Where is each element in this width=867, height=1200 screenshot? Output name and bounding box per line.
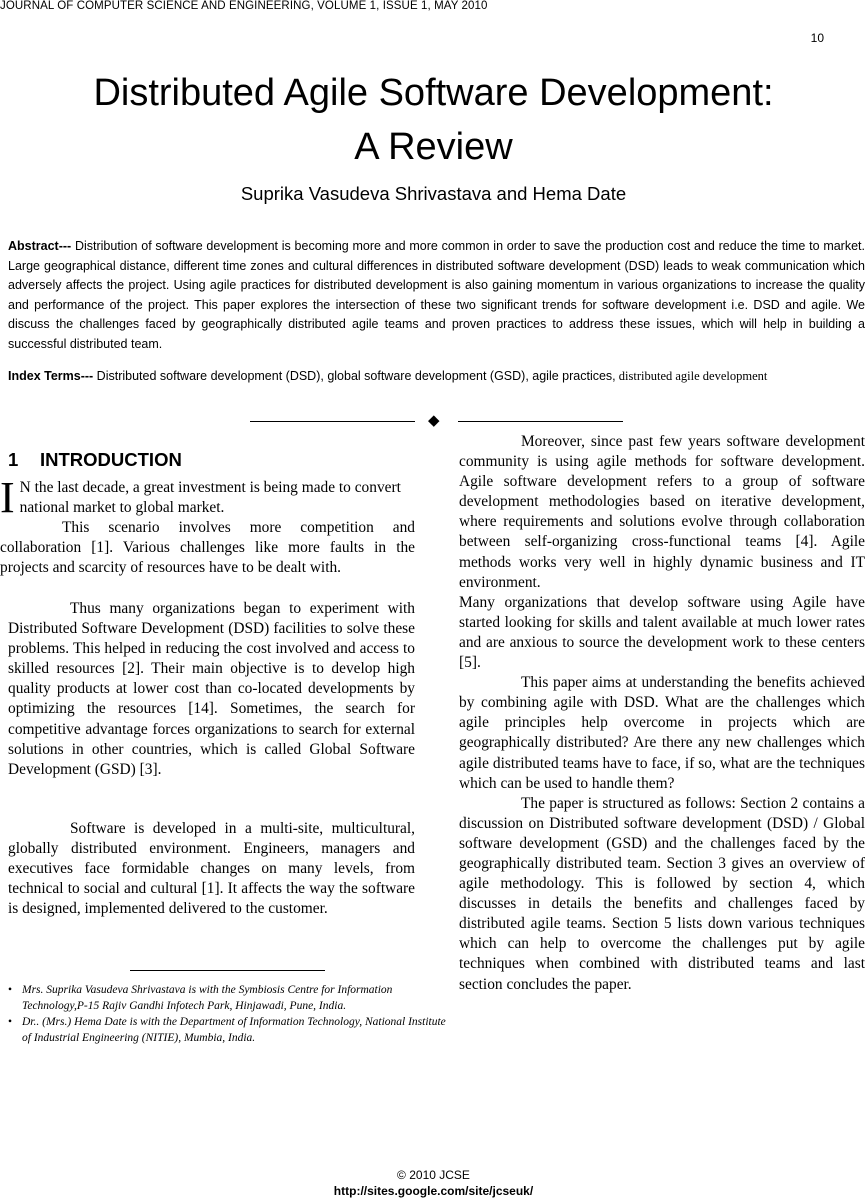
right-paragraph-1: Moreover, since past few years software development community is using agile methods for software development. Agile software development refers to a group of software development methodologies based on iterative development, where requirements and solutions evolve through collaboration between self-organizing cross-functional teams [4]. Agile methods works very well in highly dynamic business and IT environment.	[459, 433, 865, 591]
intro-paragraph-1	[0, 518, 415, 578]
separator-rule-left	[250, 421, 415, 422]
paper-title-line-1: Distributed Agile Software Development:	[93, 72, 774, 114]
intro-paragraph-2-text: Thus many organizations began to experiment with Distributed Software Development (DSD) facilities to solve these problems. This helped in reducing the cost involved and access to skilled resources [2]. Their main objective is to develop high quality products at lower cost than co-located developments by optimizing the resources [14]. Sometimes, the search for competitive advantage forces organizations to search for external solutions in other countries, which is called Global Software Development (GSD) [3].	[8, 600, 415, 778]
abstract-label: Abstract---	[8, 239, 72, 253]
footer-copyright: © 2010 JCSE	[397, 1168, 470, 1182]
intro-paragraph-2	[8, 599, 415, 780]
intro-lead-text: N the last decade, a great investment is being made to convert national market to global market.	[19, 479, 401, 517]
right-paragraph-2: Many organizations that develop software using Agile have started looking for skills and talent available at much lower rates and are anxious to source the development work to these centers [5].	[459, 593, 865, 672]
abstract-text: Distribution of software development is becoming more and more common in order to save the production cost and reduce the time to market. Large geographical distance, different time zones and cultural differences in distributed software development (DSD) leads to weak communication which adversely affects the project. Using agile practices for distributed development is also gaining momentum in various organizations to increase the quality and performance of the project. This paper explores the intersection of these two significant trends for software development i.e. DSD and agile. We discuss the challenges faced by geographically distributed agile teams and proven practices to address these issues, which will help in building a successful distributed team.	[8, 239, 865, 351]
index-terms-label: Index Terms---	[8, 369, 94, 383]
right-paragraph-4: The paper is structured as follows: Section 2 contains a discussion on Distributed software development (DSD) / Global software development (GSD) and the challenges faced by the geographically distributed team. Section 3 gives an overview of agile methodology. This is followed by section 4, which discusses in details the benefits and challenges faced by distributed agile teams. Section 5 lists down various techniques which can help to overcome the challenges put by agile techniques when combined with distributed teams and last section concludes the paper.	[459, 794, 865, 993]
separator-rule-right	[458, 421, 623, 422]
index-terms-tail: distributed agile development	[615, 369, 768, 383]
bullet-icon: •	[8, 1016, 13, 1028]
intro-paragraph-1-text: This scenario involves more competition and collaboration [1]. Various challenges like more faults in the projects and scarcity of resources have to be dealt with.	[0, 519, 415, 577]
intro-lead-paragraph	[0, 473, 415, 522]
footnotes	[8, 983, 448, 1047]
authors: Suprika Vasudeva Shrivastava and Hema Date	[240, 183, 627, 204]
drop-cap: I	[0, 473, 15, 522]
intro-paragraph-3	[8, 819, 415, 919]
right-column	[459, 432, 865, 995]
footer-url[interactable]: http://sites.google.com/site/jcseuk/	[333, 1184, 534, 1198]
section-heading	[8, 449, 182, 471]
footnote-item	[8, 983, 448, 1014]
footnote-text: Mrs. Suprika Vasudeva Shrivastava is with the Symbiosis Centre for Information Technology,P-15 Rajiv Gandhi Infotech Park, Hinjawadi, Pune, India.	[22, 984, 393, 1012]
intro-paragraph-3-text: Software is developed in a multi-site, multicultural, globally distributed environment. Engineers, managers and executives face formidable changes on many levels, from technical to social and cultural [1]. It affects the way the software is designed, implemented delivered to the customer.	[8, 820, 415, 918]
abstract	[8, 237, 865, 354]
section-number: 1	[8, 449, 19, 470]
diamond-icon: ◆	[428, 413, 440, 429]
section-title: INTRODUCTION	[40, 449, 182, 470]
footnote-rule	[130, 970, 325, 971]
index-terms-text: Distributed software development (DSD), global software development (GSD), agile practices,	[93, 369, 616, 383]
right-paragraph-3: This paper aims at understanding the benefits achieved by combining agile with DSD. What are the challenges which agile principles help overcome in projects which are geographically distributed? Are there any new challenges which agile distributed teams have to face, if so, what are the techniques which can be used to handle them?	[459, 674, 865, 792]
footnote-text: Dr.. (Mrs.) Hema Date is with the Department of Information Technology, National Institute of Industrial Engineering (NITIE), Mumbia, India.	[22, 1016, 446, 1044]
page-number: 10	[810, 31, 824, 45]
footnote-item	[8, 1015, 448, 1046]
paper-title-line-2: A Review	[354, 126, 513, 168]
index-terms	[8, 367, 865, 386]
bullet-icon: •	[8, 984, 13, 996]
journal-running-head: JOURNAL OF COMPUTER SCIENCE AND ENGINEERING, VOLUME 1, ISSUE 1, MAY 2010	[0, 0, 488, 12]
